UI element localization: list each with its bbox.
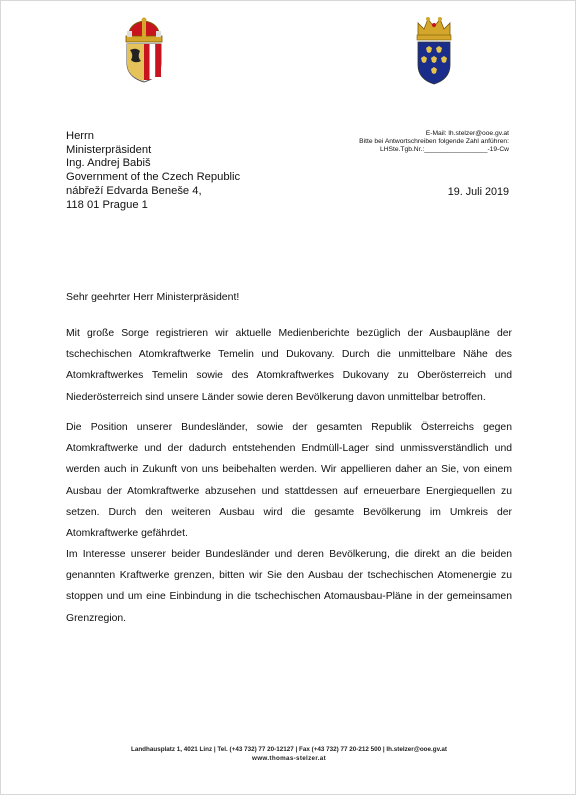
recipient-address	[66, 130, 240, 212]
recipient-line: 118 01 Prague 1	[66, 198, 148, 211]
lower-austria-coat-of-arms-icon	[414, 15, 454, 85]
salutation: Sehr geehrter Herr Ministerpräsident!	[66, 291, 240, 303]
reference-block	[359, 130, 509, 155]
body-paragraph: Mit große Sorge registrieren wir aktuelle Medienberichte bezüglich der Ausbaupläne der tschechischen Atomkraftwerke Temelin und Dukovany. Durch die unmittelbare Nähe des Atomkraftwerkes Temelin sowie des Atomkraftwerkes Dukovany zu Oberösterreich und Niederösterreich sind unsere Länder sowie deren Bevölkerung davon unmittelbar betroffen.	[66, 328, 512, 403]
footer-address: Landhausplatz 1, 4021 Linz | Tel. (+43 732) 77 20-12127 | Fax (+43 732) 77 20-212 500 | lh.stelzer@ooe.gv.at	[130, 746, 448, 753]
footer-website: www.thomas-stelzer.at	[252, 755, 326, 762]
recipient-line: Herrn	[66, 130, 94, 142]
letter-date: 19. Juli 2019	[447, 186, 509, 198]
upper-austria-coat-of-arms-icon	[122, 17, 166, 83]
reference-number: LHSte.Tgb.Nr.:_________________-19-Cw	[379, 146, 509, 154]
body-paragraph: Die Position unserer Bundesländer, sowie der gesamten Republik Österreichs gegen Atomkraftwerke und der dadurch entstehenden Endmüll-Lager sind unmissverständlich und werden auch in Zukunft von uns beibehalten werden. Wir appellieren daher an Sie, von einem Ausbau der Atomkraftwerke abzusehen und stattdessen auf erneuerbare Energiequellen zu setzen. Durch den weiteren Ausbau wird die gesamte Bevölkerung im Umkreis der Atomkraftwerke gefährdet.	[66, 422, 512, 540]
recipient-line: Government of the Czech Republic	[66, 171, 241, 184]
reference-email: E-Mail: lh.stelzer@ooe.gv.at	[425, 130, 509, 137]
reference-note: Bitte bei Antwortschreiben folgende Zahl anführen:	[359, 138, 509, 146]
body-paragraph: Im Interesse unserer beider Bundesländer und deren Bevölkerung, die direkt an die beiden genannten Kraftwerke grenzen, bitten wir Sie den Ausbau der tschechischen Atomenergie zu stoppen und um eine Einbindung in die tschechischen Atomausbau-Pläne in der gemeinsamen Grenzregion.	[66, 549, 512, 624]
recipient-line: Ministerpräsident	[66, 143, 152, 156]
recipient-line: nábřeží Edvarda Beneše 4,	[66, 184, 202, 197]
recipient-line: Ing. Andrej Babiš	[66, 157, 151, 170]
